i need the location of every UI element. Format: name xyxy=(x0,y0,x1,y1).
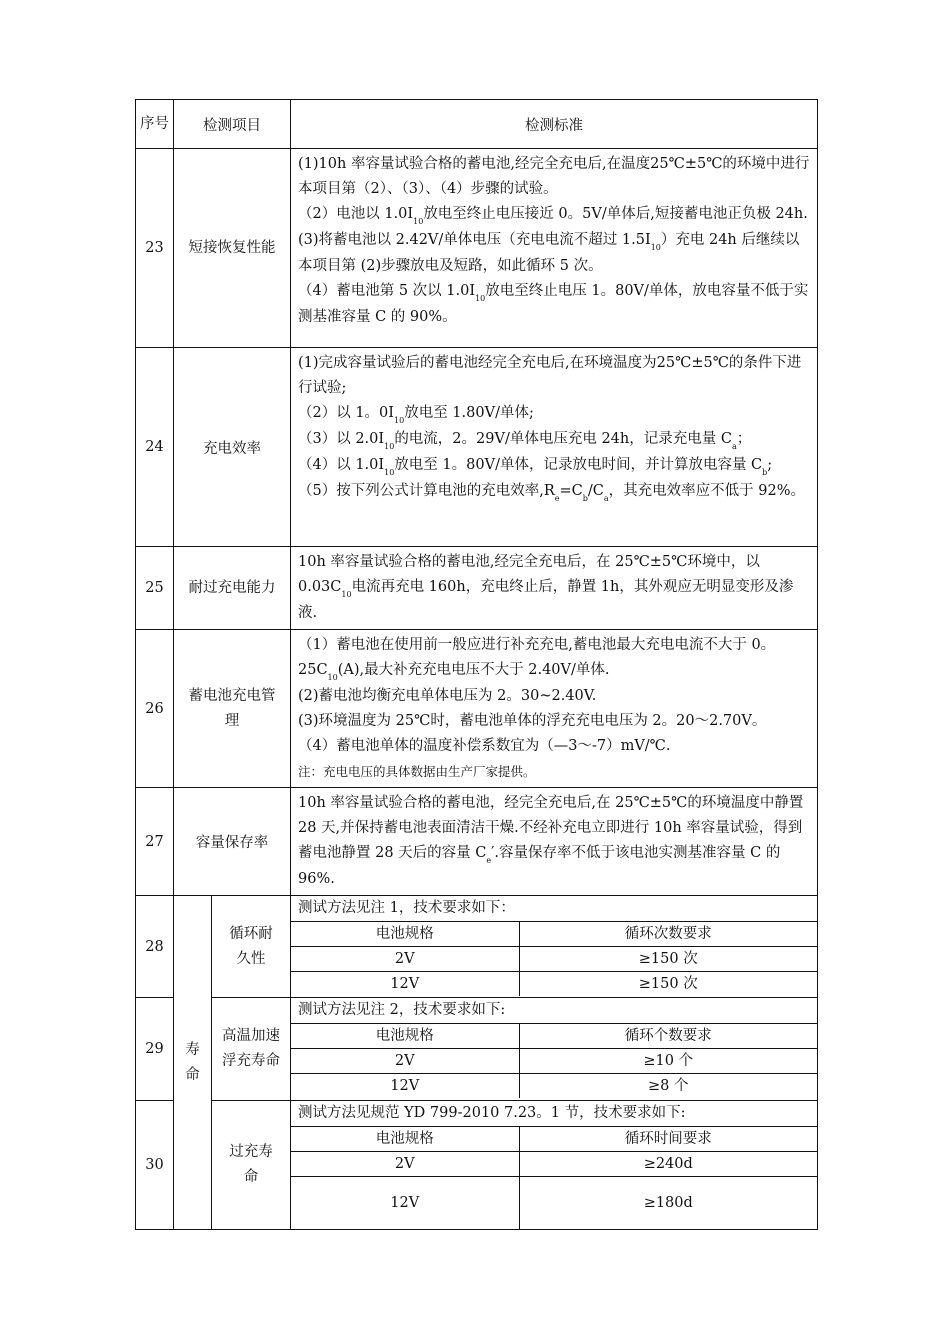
spec-cell: ≥150 次 xyxy=(519,947,817,972)
spec-row xyxy=(291,947,817,972)
spec-cell: ≥240d xyxy=(519,1152,817,1177)
row-seq: 30 xyxy=(136,1101,174,1230)
table-row xyxy=(136,788,818,896)
header-seq: 序号 xyxy=(136,100,174,149)
standard-line: (3)环境温度为 25℃时，蓄电池单体的浮充充电电压为 2。20～2.70V。 xyxy=(298,713,767,729)
spec-table xyxy=(291,1126,817,1229)
row-item: 充电效率 xyxy=(174,348,291,547)
spec-cell: 2V xyxy=(291,1049,519,1074)
standard-line: (3)将蓄电池以 2.42V/单体电压（充电电流不超过 $1.5I_{10}$）充电 24h 后继续以本项目第 (2)步骤放电及短路，如此循环 5 次。 xyxy=(298,232,800,274)
spec-col1: 电池规格 xyxy=(291,1024,519,1049)
row-item: 高温加速浮充寿命 xyxy=(212,998,291,1101)
row-standard xyxy=(291,1101,818,1230)
spec-col2: 循环个数要求 xyxy=(519,1024,817,1049)
spec-cell: 2V xyxy=(291,947,519,972)
spec-row xyxy=(291,1152,817,1177)
spec-cell: ≥10 个 xyxy=(519,1049,817,1074)
row-item: 耐过充电能力 xyxy=(174,547,291,630)
row-standard xyxy=(291,149,818,348)
row-seq: 26 xyxy=(136,630,174,788)
table-row xyxy=(136,998,818,1101)
row-seq: 27 xyxy=(136,788,174,896)
spec-col2: 循环时间要求 xyxy=(519,1127,817,1152)
spec-row xyxy=(291,972,817,997)
row-standard xyxy=(291,547,818,630)
standard-line: （2）以 1。$0I_{10}$放电至 1.80V/单体; xyxy=(298,405,534,425)
spec-header xyxy=(291,922,817,947)
spec-cell: ≥8 个 xyxy=(519,1074,817,1099)
note-line: 注：充电电压的具体数据由生产厂家提供。 xyxy=(298,764,536,779)
method-lead: 测试方法见注 2，技术要求如下: xyxy=(298,1002,506,1018)
standard-line: （3）以 $2.0I_{10}$的电流，2。29V/单体电压充电 24h，记录充电量 $C_a$； xyxy=(298,431,752,451)
spec-cell: 12V xyxy=(291,1177,519,1230)
standard-line: 10h 率容量试验合格的蓄电池，经完全充电后,在 25℃±5℃的环境温度中静置 28 天,并保持蓄电池表面清洁干燥.不经补充电立即进行 10h 率容量试验，得到蓄电池静置 28 天后的容量 $C_e'$.容量保存率不低于该电池实测基准容量 C 的 96%. xyxy=(298,795,804,887)
spec-cell: 2V xyxy=(291,1152,519,1177)
spec-table xyxy=(291,921,817,996)
spec-row xyxy=(291,1177,817,1230)
standard-line: 10h 率容量试验合格的蓄电池,经完全充电后，在 25℃±5℃环境中，以 $0.03C_{10}$电流再充电 160h，充电终止后，静置 1h，其外观应无明显变形及渗液. xyxy=(298,554,794,621)
standards-table xyxy=(135,99,818,1230)
standard-line: (2)蓄电池均衡充电单体电压为 2。30~2.40V. xyxy=(298,688,597,704)
spec-cell: 12V xyxy=(291,972,519,997)
method-lead: 测试方法见注 1，技术要求如下： xyxy=(298,900,515,916)
row-standard xyxy=(291,896,818,998)
row-standard xyxy=(291,788,818,896)
header-row xyxy=(136,100,818,149)
row-item: 蓄电池充电管理 xyxy=(174,630,291,788)
table-row xyxy=(136,547,818,630)
row-item: 容量保存率 xyxy=(174,788,291,896)
header-standard: 检测标准 xyxy=(291,100,818,149)
spec-col1: 电池规格 xyxy=(291,1127,519,1152)
spec-cell: 12V xyxy=(291,1074,519,1099)
row-seq: 25 xyxy=(136,547,174,630)
row-item: 过充寿命 xyxy=(212,1101,291,1230)
spec-col1: 电池规格 xyxy=(291,922,519,947)
standard-line: （1）蓄电池在使用前一般应进行补充充电,蓄电池最大充电电流不大于 0。$25C_{10}(A)$,最大补充充电电压不大于 2.40V/单体. xyxy=(298,637,776,682)
standard-line: （4）蓄电池第 5 次以 $1.0I_{10}$放电至终止电压 1。80V/单体，放电容量不低于实测基准容量 C 的 90%。 xyxy=(298,283,809,325)
spec-header xyxy=(291,1127,817,1152)
row-standard xyxy=(291,998,818,1101)
standard-line: （4）蓄电池单体的温度补偿系数宜为（—3～-7）mV/℃. xyxy=(298,738,671,754)
row-seq: 24 xyxy=(136,348,174,547)
standard-line: （4）以 $1.0I_{10}$放电至 1。80V/单体，记录放电时间，并计算放电容量 $C_b$; xyxy=(298,457,773,477)
row-standard xyxy=(291,348,818,547)
row-seq: 29 xyxy=(136,998,174,1101)
spec-table xyxy=(291,1023,817,1098)
table-row xyxy=(136,1101,818,1230)
row-seq: 28 xyxy=(136,896,174,998)
standard-line: （5）按下列公式计算电池的充电效率$,R_e=C_b/C_a$，其充电效率应不低于 92%。 xyxy=(298,483,805,503)
spec-header xyxy=(291,1024,817,1049)
spec-row xyxy=(291,1074,817,1099)
spec-col2: 循环次数要求 xyxy=(519,922,817,947)
spec-cell: ≥150 次 xyxy=(519,972,817,997)
spec-cell: ≥180d xyxy=(519,1177,817,1230)
standard-line: (1)完成容量试验后的蓄电池经完全充电后,在环境温度为25℃±5℃的条件下进行试验; xyxy=(298,355,802,396)
standard-line: （2）电池以 $1.0I_{10}$放电至终止电压接近 0。5V/单体后,短接蓄电池正负极 24h. xyxy=(298,206,808,226)
row-item: 循环耐久性 xyxy=(212,896,291,998)
standard-line: (1)10h 率容量试验合格的蓄电池,经完全充电后,在温度25℃±5℃的环境中进行本项目第（2）、（3）、（4）步骤的试验。 xyxy=(298,156,810,197)
table-row xyxy=(136,149,818,348)
row-seq: 23 xyxy=(136,149,174,348)
row-item: 短接恢复性能 xyxy=(174,149,291,348)
header-item: 检测项目 xyxy=(174,100,291,149)
row-standard xyxy=(291,630,818,788)
method-lead: 测试方法见规范 YD 799-2010 7.23。1 节，技术要求如下: xyxy=(298,1105,686,1121)
spec-row xyxy=(291,1049,817,1074)
table-row xyxy=(136,348,818,547)
table-row xyxy=(136,630,818,788)
table-row xyxy=(136,896,818,998)
life-group-label: 寿命 xyxy=(174,896,212,1230)
